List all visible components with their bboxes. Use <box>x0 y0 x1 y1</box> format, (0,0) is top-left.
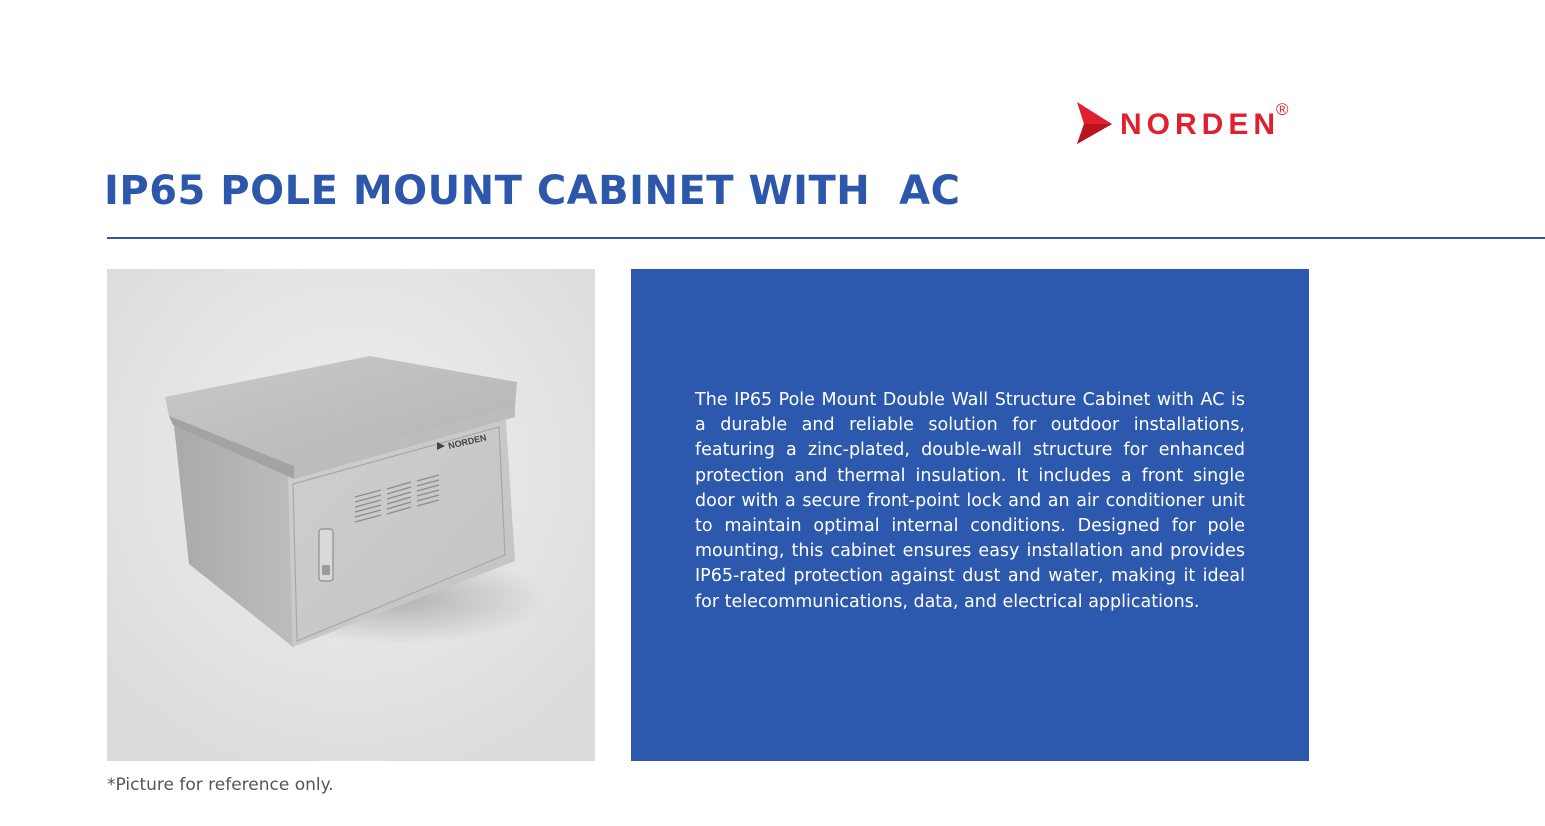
cabinet-badge: NORDEN <box>447 432 488 451</box>
description-text: The IP65 Pole Mount Double Wall Structure Cabinet with AC is a durable and reliable solution for outdoor installations, featuring a zinc-plated, double-wall structure for enhanced protection and thermal insulation. It includes a front single door with a secure front-point lock and an air conditioner unit to maintain optimal internal conditions. Designed for pole mounting, this cabinet ensures easy installation and provides IP65-rated protection against dust and water, making it ideal for telecommunications, data, and electrical applications. <box>695 390 1245 612</box>
norden-arrow-icon <box>1074 100 1114 146</box>
brand-name: NORDEN <box>1120 108 1281 141</box>
description-panel <box>631 269 1309 761</box>
footnote: *Picture for reference only. <box>107 775 334 795</box>
page-title: IP65 POLE MOUNT CABINET WITH AC <box>104 168 961 214</box>
title-divider <box>107 237 1545 239</box>
brand-logo <box>1074 98 1289 148</box>
cabinet-photo-icon <box>107 269 595 761</box>
product-photo <box>107 269 595 761</box>
registered-mark: ® <box>1276 100 1289 119</box>
